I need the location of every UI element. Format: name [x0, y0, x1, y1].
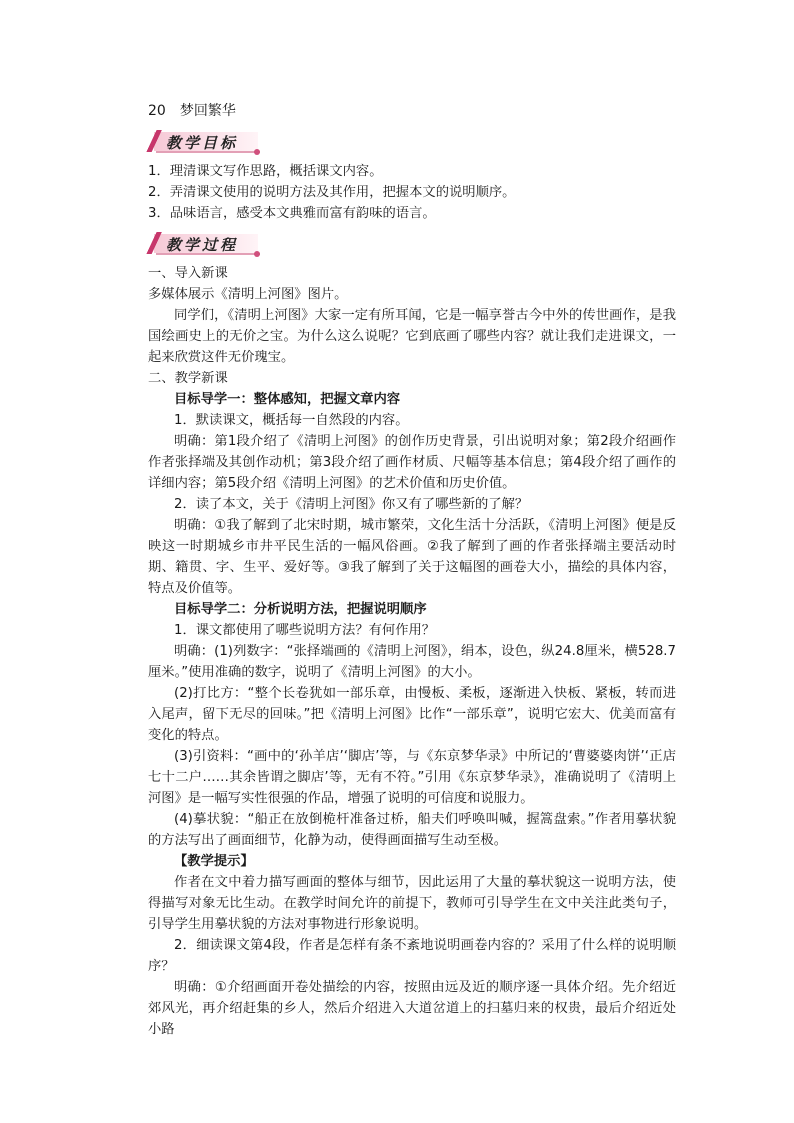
goals-list [148, 161, 676, 224]
paragraph: 明确：①介绍画面开卷处描绘的内容，按照由远及近的顺序逐一具体介绍。先介绍近郊风光，再介绍赶集的乡人，然后介绍进入大道岔道上的扫墓归来的权贵，最后介绍近处小路 [148, 980, 676, 1037]
paragraph: (2)打比方：“整个长卷犹如一部乐章，由慢板、柔板，逐渐进入快板、紧板，转而进入尾声，留下无尽的回味。”把《清明上河图》比作“一部乐章”，说明它宏大、优美而富有变化的特点。 [148, 686, 676, 743]
paragraph: 目标导学一：整体感知，把握文章内容 [174, 392, 401, 407]
section-heading: 教学过程 [166, 236, 239, 254]
section-heading: 教学目标 [166, 134, 239, 152]
banner-dot-icon [254, 251, 260, 257]
goal-item: 2．弄清课文使用的说明方法及其作用，把握本文的说明顺序。 [148, 185, 516, 200]
paragraph: 一、导入新课 [148, 266, 228, 281]
paragraph: 1．默读课文，概括每一自然段的内容。 [174, 413, 409, 428]
goal-item: 3．品味语言，感受本文典雅而富有韵味的语言。 [148, 206, 436, 221]
banner-slash-icon [146, 232, 162, 254]
paragraph: 1．课文都使用了哪些说明方法？有何作用？ [174, 623, 436, 638]
paragraph: 明确：(1)列数字：“张择端画的《清明上河图》，绢本，设色，纵24.8厘米，横528.7厘米。”使用准确的数字，说明了《清明上河图》的大小。 [148, 644, 676, 680]
paragraph: 二、教学新课 [148, 371, 228, 386]
paragraph: 目标导学二：分析说明方法，把握说明顺序 [174, 602, 427, 617]
paragraph: 多媒体展示《清明上河图》图片。 [148, 287, 348, 302]
paragraph: 明确：①我了解到了北宋时期，城市繁荣，文化生活十分活跃，《清明上河图》便是反映这一时期城乡市井平民生活的一幅风俗画。②我了解到了画的作者张择端主要活动时期、籍贯、字、生平、爱好等。③我了解到了关于这幅图的画卷大小，描绘的具体内容，特点及价值等。 [148, 518, 676, 596]
goal-item: 1．理清课文写作思路，概括课文内容。 [148, 164, 383, 179]
paragraph: 2．细读课文第4段，作者是怎样有条不紊地说明画卷内容的？采用了什么样的说明顺序？ [148, 938, 676, 974]
lesson-title: 20 梦回繁华 [148, 103, 236, 119]
section-banner-process [146, 230, 262, 256]
banner-slash-icon [146, 130, 162, 152]
paragraph: 【教学提示】 [174, 854, 254, 869]
process-body [148, 263, 676, 1040]
paragraph: 2．读了本文，关于《清明上河图》你又有了哪些新的了解？ [174, 497, 529, 512]
section-banner-goals [146, 128, 262, 154]
paragraph: (3)引资料：“画中的‘孙羊店’‘脚店’等，与《东京梦华录》中所记的‘曹婆婆肉饼’‘正店七十二户……其余皆谓之脚店’等，无有不符。”引用《东京梦华录》，准确说明了《清明上河图》是一幅写实性很强的作品，增强了说明的可信度和说服力。 [148, 749, 676, 806]
paragraph: (4)摹状貌：“船正在放倒桅杆准备过桥，船夫们呼唤叫喊，握篙盘索。”作者用摹状貌的方法写出了画面细节，化静为动，使得画面描写生动至极。 [148, 812, 676, 848]
banner-dot-icon [254, 149, 260, 155]
paragraph: 作者在文中着力描写画面的整体与细节，因此运用了大量的摹状貌这一说明方法，使得描写对象无比生动。在教学时间允许的前提下，教师可引导学生在文中关注此类句子，引导学生用摹状貌的方法对事物进行形象说明。 [148, 875, 676, 932]
paragraph: 明确：第1段介绍了《清明上河图》的创作历史背景，引出说明对象；第2段介绍画作作者张择端及其创作动机；第3段介绍了画作材质、尺幅等基本信息；第4段介绍了画作的详细内容；第5段介绍《清明上河图》的艺术价值和历史价值。 [148, 434, 676, 491]
paragraph: 同学们，《清明上河图》大家一定有所耳闻，它是一幅享誉古今中外的传世画作，是我国绘画史上的无价之宝。为什么这么说呢？它到底画了哪些内容？就让我们走进课文，一起来欣赏这件无价瑰宝。 [148, 308, 676, 365]
